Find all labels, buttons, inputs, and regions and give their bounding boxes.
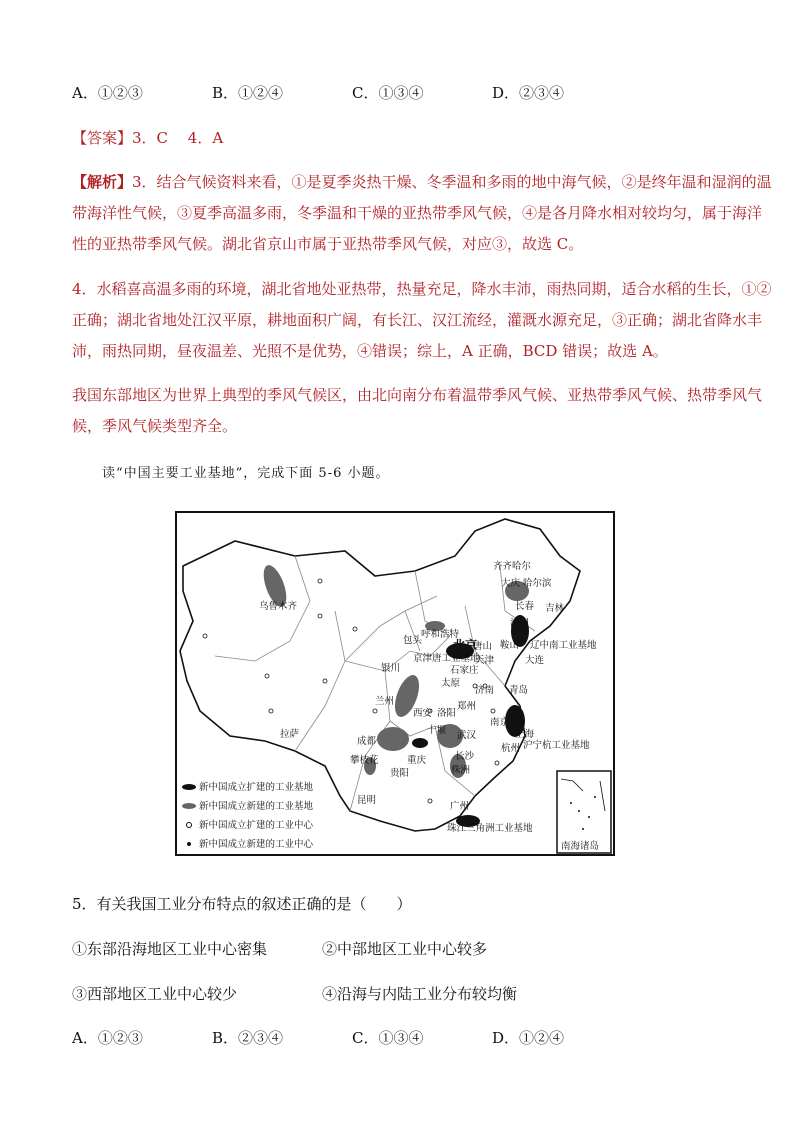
option-b: B．①②④ bbox=[212, 84, 284, 102]
legend-expanded-center-swatch bbox=[187, 823, 192, 828]
q5-option-b: B．②③④ bbox=[212, 1029, 284, 1047]
label-wuhan: 武汉 bbox=[457, 730, 477, 741]
label-beijing: 北京 bbox=[453, 638, 478, 652]
label-harbin: 哈尔滨 bbox=[523, 578, 552, 589]
q5-statement-2: ②中部地区工业中心较多 bbox=[322, 940, 488, 958]
label-shijiazhuang: 石家庄 bbox=[450, 665, 479, 676]
option-d: D．②③④ bbox=[492, 84, 565, 102]
q4-analysis-line-2: 正确；湖北省地处江汉平原，耕地面积广阔，有长江、汉江流经，灌溉水源充足，③正确；湖北省降水丰 bbox=[72, 311, 763, 329]
label-shiyan: 十堰 bbox=[427, 725, 447, 736]
analysis-tag: 【解析】 bbox=[72, 173, 133, 191]
label-luoyang: 洛阳 bbox=[437, 708, 457, 719]
label-zhuzhou: 株洲 bbox=[451, 765, 471, 776]
south-china-sea-inset bbox=[557, 771, 611, 853]
label-yinchuan: 银川 bbox=[381, 663, 401, 674]
legend-new-base-swatch bbox=[182, 803, 196, 809]
label-tangshan: 唐山 bbox=[473, 641, 493, 652]
label-hangzhou: 杭州 bbox=[501, 743, 521, 754]
climate-note bbox=[72, 380, 763, 442]
label-panzhihua: 攀枝花 bbox=[350, 755, 379, 766]
label-zhujiang: 珠江三角洲工业基地 bbox=[447, 823, 533, 834]
label-changchun: 长春 bbox=[515, 601, 535, 612]
answer-line bbox=[72, 127, 223, 148]
label-urumqi: 乌鲁木齐 bbox=[259, 601, 298, 612]
label-zhongnan: 辽中南工业基地 bbox=[530, 640, 597, 651]
label-baotou: 包头 bbox=[403, 635, 423, 646]
option-a: A．①②③ bbox=[72, 84, 143, 102]
map-caption: 读“中国主要工业基地”，完成下面 5-6 小题。 bbox=[102, 466, 390, 481]
label-jingjintang: 京津唐工业基地 bbox=[413, 653, 480, 664]
q4-analysis-line-1: 4．水稻喜高温多雨的环境，湖北省地处亚热带，热量充足，降水丰沛，雨热同期，适合水稻的生长，①② bbox=[72, 280, 772, 298]
note-line-1: 我国东部地区为世界上典型的季风气候区，由北向南分布着温带季风气候、亚热带季风气候、热带季风气 bbox=[72, 386, 763, 404]
q5-stem: 5．有关我国工业分布特点的叙述正确的是（ ） bbox=[72, 895, 412, 913]
label-anshan: 鞍山 bbox=[500, 640, 520, 651]
analysis-q3 bbox=[72, 167, 772, 260]
label-qingdao: 青岛 bbox=[509, 685, 529, 696]
label-jinan: 济南 bbox=[475, 685, 495, 696]
china-industrial-base-map bbox=[175, 511, 615, 856]
answer-tag: 【答案】 bbox=[72, 129, 133, 147]
label-nanhai: 南海诸岛 bbox=[561, 841, 600, 852]
legend-new-base: 新中国成立新建的工业基地 bbox=[199, 801, 314, 812]
label-taiyuan: 太原 bbox=[441, 678, 461, 689]
label-tianjin: 天津 bbox=[475, 655, 495, 666]
q5-statement-1: ①东部沿海地区工业中心密集 bbox=[72, 940, 268, 958]
legend-expanded-base: 新中国成立扩建的工业基地 bbox=[199, 782, 314, 793]
label-shanghai: 上海 bbox=[515, 729, 535, 740]
label-daqing: 大庆 bbox=[501, 578, 521, 589]
label-changsha: 长沙 bbox=[455, 751, 475, 762]
label-zhengzhou: 郑州 bbox=[457, 701, 477, 712]
legend-new-center: 新中国成立新建的工业中心 bbox=[199, 839, 314, 850]
label-qiqihar: 齐齐哈尔 bbox=[493, 561, 532, 572]
legend-expanded-center: 新中国成立扩建的工业中心 bbox=[199, 820, 314, 831]
analysis-line-3: 性的亚热带季风气候。湖北省京山市属于亚热带季风气候，对应③，故选 C。 bbox=[72, 235, 584, 253]
label-nanjing: 南京 bbox=[490, 717, 510, 728]
label-lanzhou: 兰州 bbox=[375, 696, 395, 707]
option-c: C．①③④ bbox=[352, 84, 424, 102]
analysis-line-2: 带海洋性气候，③夏季高温多雨，冬季温和干燥的亚热带季风气候，④是各月降水相对较均匀，属于海洋 bbox=[72, 204, 763, 222]
label-lhasa: 拉萨 bbox=[280, 729, 300, 740]
q5-statement-4: ④沿海与内陆工业分布较均衡 bbox=[322, 985, 518, 1003]
label-dalian: 大连 bbox=[525, 655, 545, 666]
legend-new-center-swatch bbox=[187, 842, 191, 846]
label-guiyang: 贵阳 bbox=[390, 768, 410, 779]
q5-option-a: A．①②③ bbox=[72, 1029, 143, 1047]
label-huning: 沪宁杭工业基地 bbox=[523, 740, 590, 751]
label-guangzhou: 广州 bbox=[450, 801, 470, 812]
legend-expanded-base-swatch bbox=[182, 784, 196, 790]
note-line-2: 候，季风气候类型齐全。 bbox=[72, 417, 238, 435]
label-kunming: 昆明 bbox=[357, 795, 377, 806]
label-chengdu: 成都 bbox=[357, 736, 377, 747]
label-chongqing: 重庆 bbox=[407, 755, 427, 766]
analysis-line-1: 3．结合气候资料来看，①是夏季炎热干燥、冬季温和多雨的地中海气候，②是终年温和湿润的温 bbox=[132, 173, 772, 191]
label-xian: 西安 bbox=[413, 708, 433, 719]
q5-option-c: C．①③④ bbox=[352, 1029, 424, 1047]
q4-analysis-line-3: 沛，雨热同期，昼夜温差、光照不是优势，④错误；综上，A 正确，BCD 错误；故选 A。 bbox=[72, 342, 668, 360]
label-hohhot: 呼和浩特 bbox=[421, 629, 460, 640]
label-jilin: 吉林 bbox=[545, 603, 565, 614]
label-shenyang: 沈阳 bbox=[510, 618, 530, 629]
analysis-q4 bbox=[72, 274, 772, 367]
q5-option-d: D．①②④ bbox=[492, 1029, 565, 1047]
answer-text: 3．C 4．A bbox=[132, 129, 224, 147]
q5-statement-3: ③西部地区工业中心较少 bbox=[72, 985, 238, 1003]
